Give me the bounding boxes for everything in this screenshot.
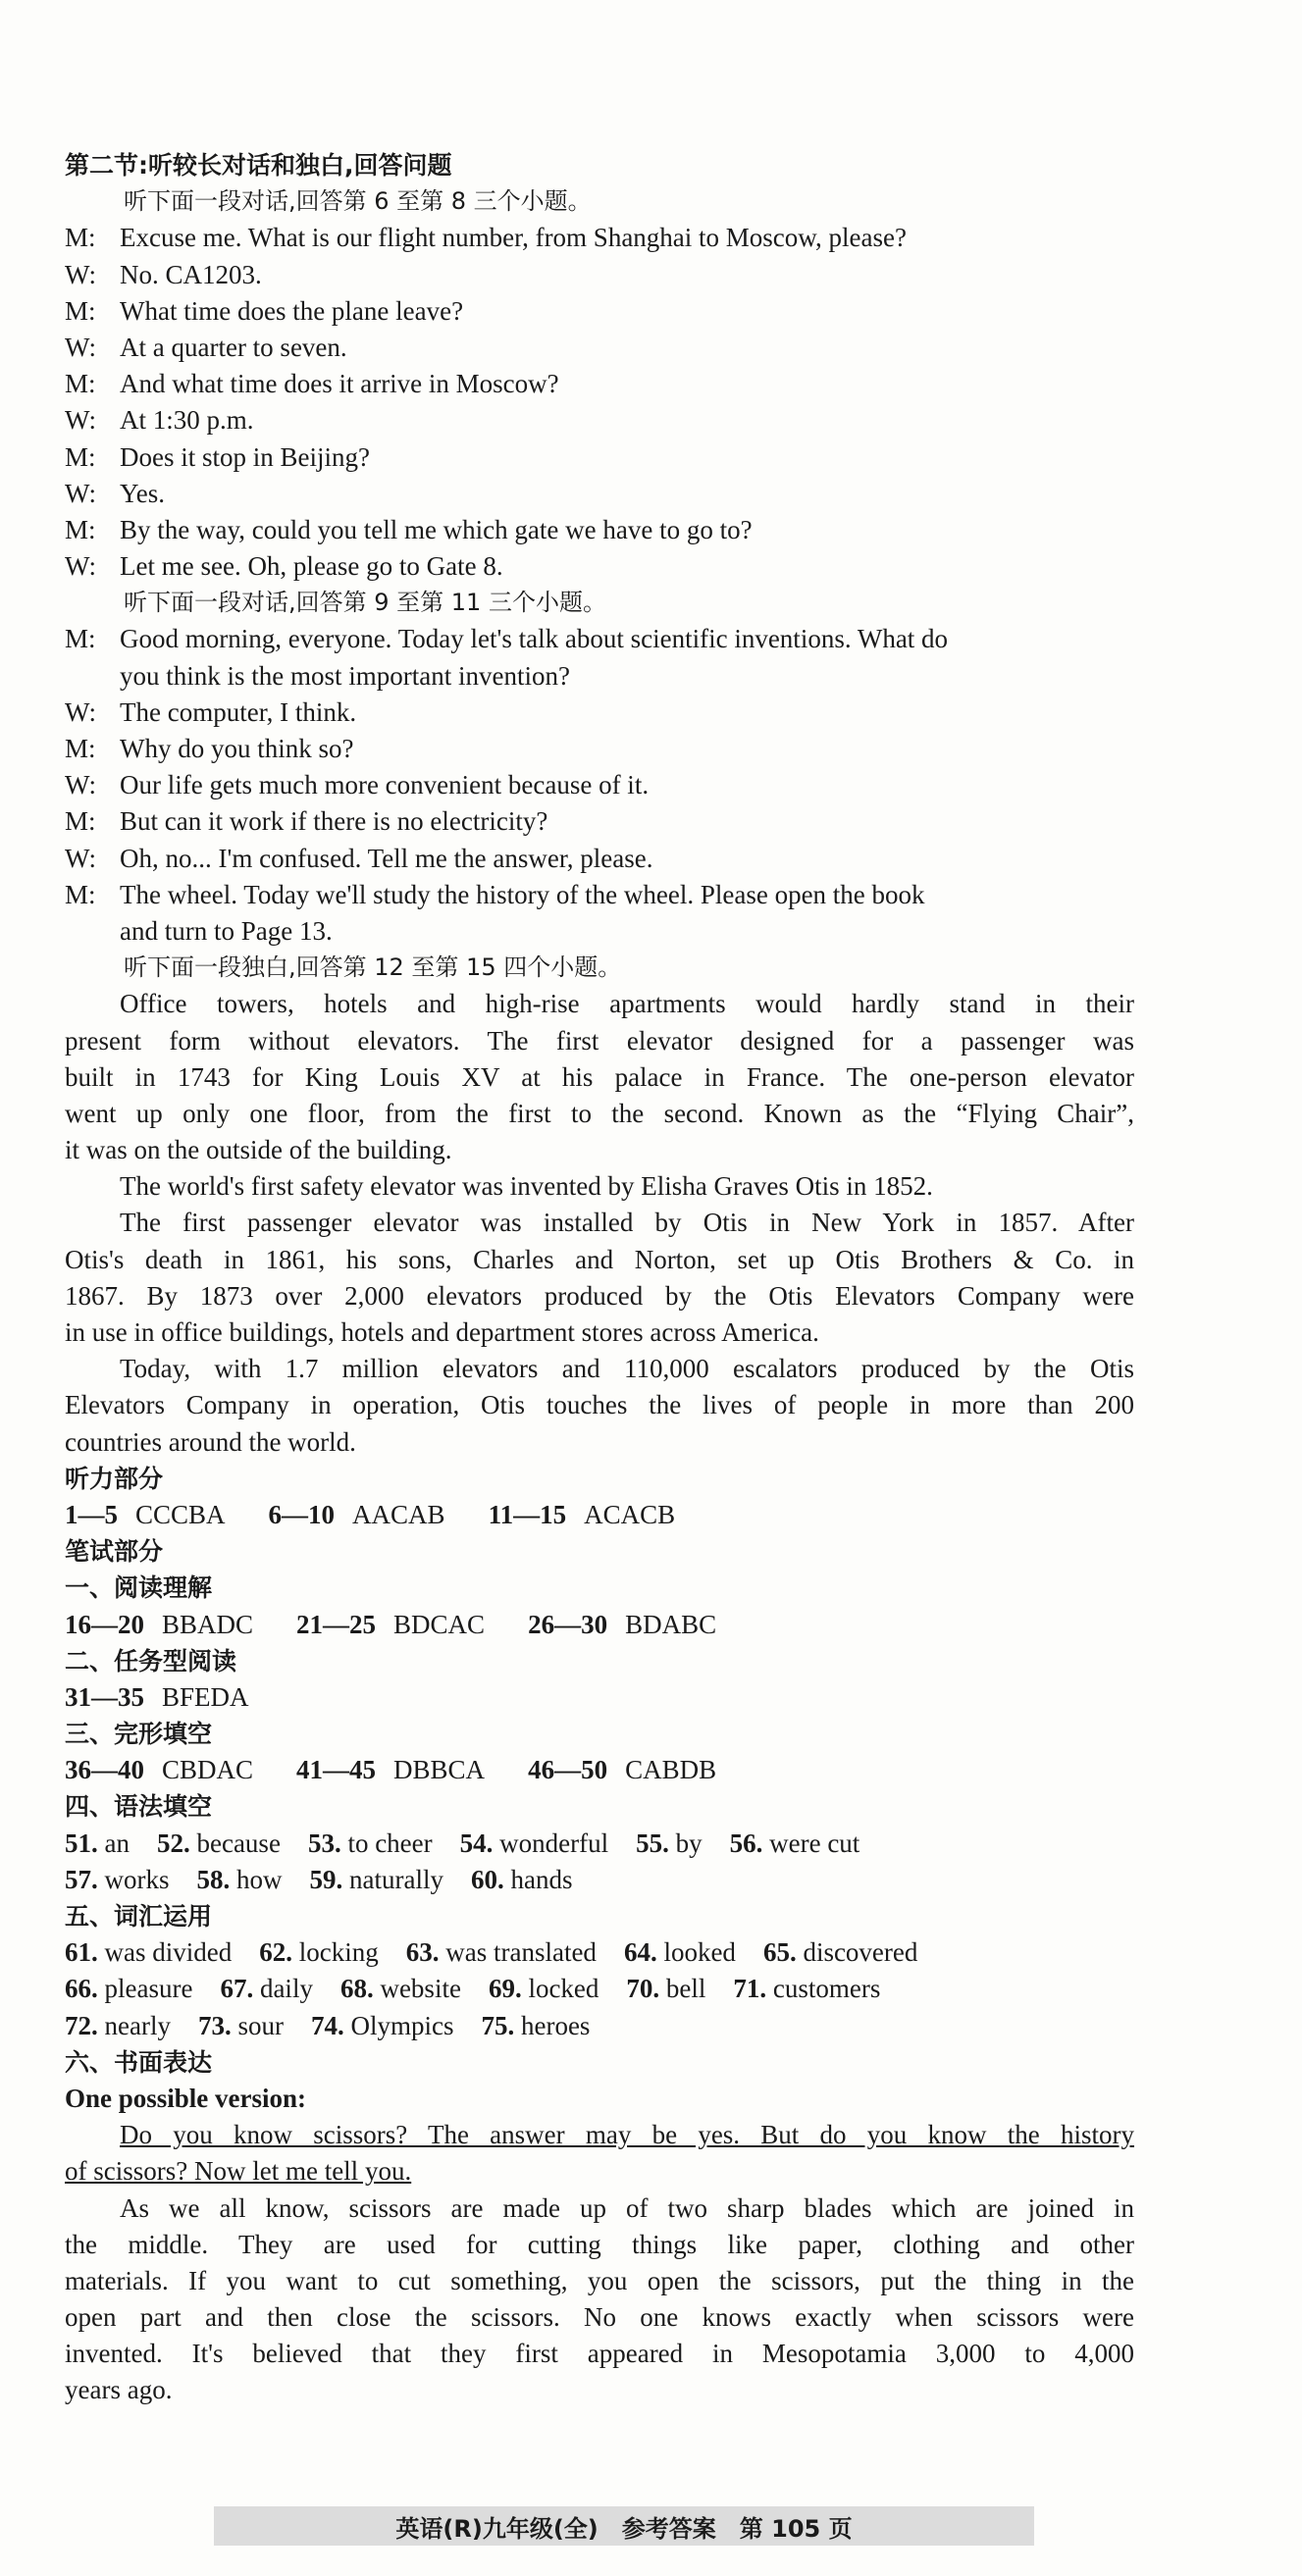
- item-answer: Olympics: [350, 2010, 454, 2040]
- item-number: 75.: [481, 2010, 515, 2040]
- answer-range: 16—20: [65, 1609, 144, 1639]
- dialogue-line: [65, 476, 1134, 512]
- utterance: At a quarter to seven.: [120, 332, 347, 362]
- answer-range: 31—35: [65, 1681, 144, 1712]
- item-answer: daily: [259, 1974, 313, 2004]
- item-number: 71.: [733, 1974, 767, 2004]
- written-title: 笔试部分: [65, 1537, 164, 1567]
- item-number: 68.: [339, 1974, 374, 2004]
- item-answer: heroes: [520, 2010, 591, 2040]
- monologue-line: Today, with 1.7 million elevators and 110,000 escalators produced by the Otis: [120, 1354, 1134, 1384]
- speaker: W:: [65, 551, 96, 582]
- item-number: 51.: [65, 1828, 98, 1858]
- item-answer: looked: [663, 1937, 736, 1968]
- dialogue-line: [65, 841, 1134, 877]
- listening-answers: [65, 1497, 1134, 1533]
- item-answer: customers: [772, 1974, 881, 2004]
- answer-item: [157, 1826, 281, 1862]
- monologue-instruction: 听下面一段独白,回答第 12 至第 15 四个小题。: [124, 953, 622, 982]
- answer-letters: DBBCA: [393, 1755, 486, 1785]
- answer-letters: CCCBA: [135, 1499, 226, 1529]
- footer-page-number: 第 105 页: [739, 2514, 853, 2543]
- answer-item: [310, 1862, 443, 1898]
- essay-intro-line: of scissors? Now let me tell you.: [65, 2156, 412, 2187]
- answer-item: [460, 1826, 608, 1862]
- vocab-answers-row: [65, 1934, 1134, 1971]
- writing-title: 六、书面表达: [65, 2047, 213, 2077]
- monologue-line: The world's first safety elevator was invented by Elisha Graves Otis in 1852.: [120, 1171, 933, 1202]
- essay-line: invented. It's believed that they first appeared in Mesopotamia 3,000 to 4,000: [65, 2339, 1134, 2369]
- monologue-line: it was on the outside of the building.: [65, 1135, 452, 1165]
- speaker: M:: [65, 369, 96, 399]
- item-answer: to cheer: [347, 1828, 433, 1858]
- dialogue-line: [65, 512, 1134, 548]
- utterance: And what time does it arrive in Moscow?: [120, 369, 559, 399]
- answer-group: [296, 1607, 485, 1643]
- utterance: No. CA1203.: [120, 259, 262, 289]
- answer-letters: BBADC: [162, 1609, 254, 1639]
- dialogue-line: [65, 877, 1134, 913]
- item-answer: bell: [665, 1974, 706, 2004]
- answer-letters: BFEDA: [162, 1681, 249, 1712]
- answer-item: [65, 1934, 232, 1971]
- item-number: 58.: [196, 1864, 231, 1894]
- item-answer: works: [104, 1864, 170, 1894]
- essay-line: the middle. They are used for cutting things like paper, clothing and other: [65, 2229, 1134, 2259]
- item-answer: naturally: [349, 1864, 443, 1894]
- monologue-line: went up only one floor, from the first to the second. Known as the “Flying Chair”,: [65, 1098, 1134, 1128]
- item-answer: locked: [528, 1974, 599, 2004]
- answer-range: 36—40: [65, 1755, 144, 1785]
- answer-item: [406, 1934, 597, 1971]
- answer-item: [626, 1971, 705, 2007]
- item-answer: pleasure: [104, 1974, 193, 2004]
- answer-letters: BDCAC: [393, 1609, 486, 1639]
- answer-item: [220, 1971, 313, 2007]
- answer-letters: CABDB: [625, 1755, 717, 1785]
- utterance: By the way, could you tell me which gate we have to go to?: [120, 514, 753, 544]
- dialogue-line: [65, 439, 1134, 476]
- answer-letters: BDABC: [625, 1609, 717, 1639]
- grammar-answers-row: [65, 1826, 1134, 1862]
- item-number: 73.: [197, 2010, 232, 2040]
- monologue-line: countries around the world.: [65, 1426, 356, 1457]
- essay-line: materials. If you want to cut something, you open the scissors, put the thing in the: [65, 2265, 1134, 2295]
- item-answer: were cut: [769, 1828, 860, 1858]
- essay-intro-line: Do you know scissors? The answer may be yes. But do you know the history: [120, 2120, 1134, 2150]
- dialogue2-instruction: 听下面一段对话,回答第 9 至第 11 三个小题。: [124, 589, 606, 617]
- answer-range: 26—30: [528, 1609, 608, 1639]
- task-reading-title: 二、任务型阅读: [65, 1646, 237, 1675]
- dialogue-line: [65, 548, 1134, 585]
- answer-range: 6—10: [268, 1499, 336, 1529]
- answer-item: [730, 1826, 860, 1862]
- item-number: 54.: [459, 1828, 494, 1858]
- answer-range: 46—50: [528, 1755, 608, 1785]
- essay-line: As we all know, scissors are made up of two sharp blades which are joined in: [120, 2192, 1134, 2223]
- listening-title: 听力部分: [65, 1464, 164, 1493]
- answer-group: [296, 1752, 485, 1788]
- item-number: 60.: [470, 1864, 504, 1894]
- item-number: 62.: [259, 1937, 292, 1968]
- cloze-title: 三、完形填空: [65, 1720, 213, 1749]
- item-number: 74.: [310, 2010, 344, 2040]
- item-answer: nearly: [104, 2010, 171, 2040]
- utterance: Yes.: [120, 478, 166, 508]
- dialogue-line: [65, 220, 1134, 256]
- essay-line: open part and then close the scissors. No one knows exactly when scissors were: [65, 2302, 1134, 2333]
- answer-item: [311, 2008, 454, 2044]
- dialogue-line: [65, 731, 1134, 767]
- monologue-line: 1867. By 1873 over 2,000 elevators produced by the Otis Elevators Company were: [65, 1280, 1134, 1311]
- answer-range: 21—25: [296, 1609, 377, 1639]
- item-number: 69.: [488, 1974, 522, 2004]
- item-number: 67.: [220, 1974, 254, 2004]
- item-number: 65.: [762, 1937, 797, 1968]
- speaker: M:: [65, 223, 96, 253]
- answer-group: [528, 1607, 716, 1643]
- utterance: Excuse me. What is our flight number, from Shanghai to Moscow, please?: [120, 223, 907, 253]
- answer-item: [733, 1971, 880, 2007]
- dialogue-line: [65, 695, 1134, 731]
- answer-range: 1—5: [65, 1499, 118, 1529]
- answer-item: [471, 1862, 573, 1898]
- monologue-line: Elevators Company in operation, Otis touches the lives of people in more than 200: [65, 1390, 1134, 1420]
- item-number: 56.: [729, 1828, 763, 1858]
- dialogue-line: [65, 803, 1134, 840]
- answer-item: [198, 2008, 284, 2044]
- utterance-continued: you think is the most important invention?: [120, 660, 570, 691]
- speaker: M:: [65, 295, 96, 326]
- utterance: But can it work if there is no electricity?: [120, 806, 548, 837]
- answer-group: [489, 1497, 676, 1533]
- item-answer: hands: [510, 1864, 573, 1894]
- section-title: 第二节:听较长对话和独白,回答问题: [65, 151, 452, 180]
- speaker: M:: [65, 806, 96, 837]
- answer-content: [65, 147, 1134, 2409]
- answer-item: [65, 1826, 130, 1862]
- monologue-line: built in 1743 for King Louis XV at his palace in France. The one-person elevator: [65, 1061, 1134, 1092]
- item-number: 52.: [156, 1828, 190, 1858]
- utterance: At 1:30 p.m.: [120, 405, 254, 436]
- item-number: 53.: [307, 1828, 341, 1858]
- item-answer: locking: [298, 1937, 379, 1968]
- vocab-title: 五、词汇运用: [65, 1902, 213, 1931]
- item-answer: by: [675, 1828, 703, 1858]
- utterance-continued: and turn to Page 13.: [120, 915, 333, 946]
- item-answer: an: [104, 1828, 130, 1858]
- speaker: W:: [65, 696, 96, 727]
- dialogue-line: [65, 402, 1134, 438]
- answer-group: [65, 1497, 226, 1533]
- utterance: Let me see. Oh, please go to Gate 8.: [120, 551, 503, 582]
- item-number: 63.: [405, 1937, 440, 1968]
- answer-group: [269, 1497, 445, 1533]
- item-number: 57.: [65, 1864, 98, 1894]
- monologue-line: The first passenger elevator was installed by Otis in New York in 1857. After: [120, 1208, 1134, 1238]
- dialogue-line: [65, 293, 1134, 330]
- answer-group: [65, 1752, 253, 1788]
- answer-item: [624, 1934, 736, 1971]
- answer-group: [528, 1752, 716, 1788]
- item-number: 72.: [65, 2010, 98, 2040]
- answer-item: [489, 1971, 599, 2007]
- monologue-line: Otis's death in 1861, his sons, Charles and Norton, set up Otis Brothers & Co. in: [65, 1244, 1134, 1274]
- version-label: [65, 2081, 1134, 2117]
- utterance: The wheel. Today we'll study the history of the wheel. Please open the book: [120, 879, 925, 909]
- answer-item: [340, 1971, 461, 2007]
- speaker: M:: [65, 879, 96, 909]
- answer-letters: ACACB: [584, 1499, 676, 1529]
- answer-letters: CBDAC: [162, 1755, 254, 1785]
- answer-item: [65, 2008, 171, 2044]
- utterance: Why do you think so?: [120, 734, 354, 763]
- dialogue-line: [65, 767, 1134, 803]
- speaker: M:: [65, 624, 96, 654]
- utterance: Oh, no... I'm confused. Tell me the answer, please.: [120, 843, 653, 873]
- utterance: The computer, I think.: [120, 696, 357, 727]
- item-number: 70.: [626, 1974, 660, 2004]
- answer-item: [763, 1934, 917, 1971]
- dialogue-line: [65, 366, 1134, 402]
- answer-item: [259, 1934, 379, 1971]
- speaker: W:: [65, 478, 96, 508]
- item-number: 55.: [636, 1828, 669, 1858]
- monologue-line: Office towers, hotels and high-rise apartments would hardly stand in their: [120, 989, 1134, 1019]
- speaker: W:: [65, 259, 96, 289]
- page-footer: [214, 2506, 1034, 2546]
- grammar-answers-row: [65, 1862, 1134, 1898]
- speaker: W:: [65, 770, 96, 800]
- speaker: W:: [65, 332, 96, 362]
- item-number: 66.: [65, 1974, 98, 2004]
- answer-range: 11—15: [488, 1499, 567, 1529]
- answer-item: [636, 1826, 703, 1862]
- cloze-answers: [65, 1752, 1134, 1788]
- answer-item: [197, 1862, 283, 1898]
- utterance: Our life gets much more convenient because of it.: [120, 770, 650, 800]
- item-answer: because: [196, 1828, 281, 1858]
- speaker: W:: [65, 843, 96, 873]
- dialogue1-instruction: 听下面一段对话,回答第 6 至第 8 三个小题。: [124, 187, 592, 216]
- monologue-line: present form without elevators. The first elevator designed for a passenger was: [65, 1025, 1134, 1056]
- dialogue-line: [65, 257, 1134, 293]
- speaker: M:: [65, 514, 96, 544]
- item-answer: sour: [237, 2010, 284, 2040]
- task-reading-answers: [65, 1679, 1134, 1716]
- item-number: 61.: [65, 1937, 98, 1968]
- answer-item: [65, 1971, 192, 2007]
- answer-item: [481, 2008, 590, 2044]
- utterance: What time does the plane leave?: [120, 295, 464, 326]
- item-number: 64.: [623, 1937, 657, 1968]
- answer-range: 41—45: [296, 1755, 377, 1785]
- vocab-answers-row: [65, 1971, 1134, 2007]
- item-answer: was divided: [104, 1937, 233, 1968]
- speaker: M:: [65, 734, 96, 763]
- item-answer: wonderful: [499, 1828, 609, 1858]
- item-answer: how: [236, 1864, 283, 1894]
- item-answer: website: [380, 1974, 461, 2004]
- utterance: Good morning, everyone. Today let's talk about scientific inventions. What do: [120, 624, 949, 654]
- reading-title: 一、阅读理解: [65, 1573, 213, 1603]
- monologue-line: in use in office buildings, hotels and department stores across America.: [65, 1317, 819, 1347]
- dialogue-line: [65, 621, 1134, 657]
- reading-answers: [65, 1607, 1134, 1643]
- dialogue-line: [65, 330, 1134, 366]
- vocab-answers-row: [65, 2008, 1134, 2044]
- footer-label: 参考答案: [621, 2514, 716, 2543]
- footer-subject: 英语(R)九年级(全): [395, 2514, 599, 2543]
- grammar-title: 四、语法填空: [65, 1792, 213, 1822]
- answer-group: [65, 1679, 249, 1716]
- speaker: W:: [65, 405, 96, 436]
- answer-item: [65, 1862, 170, 1898]
- utterance: Does it stop in Beijing?: [120, 441, 370, 472]
- essay-line: years ago.: [65, 2375, 173, 2405]
- item-answer: discovered: [803, 1937, 918, 1968]
- version-label-text: One possible version:: [65, 2083, 307, 2113]
- answer-letters: AACAB: [352, 1499, 445, 1529]
- item-answer: was translated: [445, 1937, 597, 1968]
- speaker: M:: [65, 441, 96, 472]
- answer-item: [308, 1826, 433, 1862]
- item-number: 59.: [309, 1864, 343, 1894]
- answer-group: [65, 1607, 253, 1643]
